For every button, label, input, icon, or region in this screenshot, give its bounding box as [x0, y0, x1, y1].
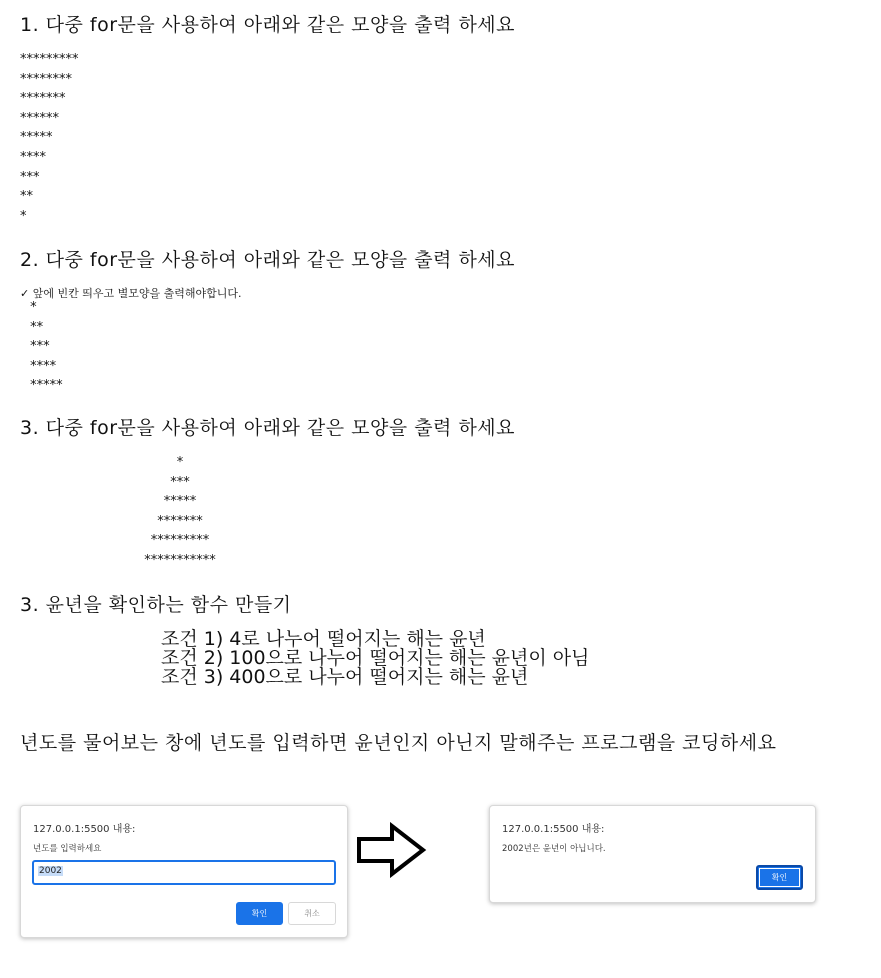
- year-input[interactable]: [32, 860, 336, 885]
- section3-line: *******: [157, 513, 203, 529]
- section3-line: ***********: [144, 552, 216, 568]
- prompt-dialog-message: 년도를 입력하세요: [33, 844, 102, 854]
- section2-line: ****: [26, 358, 57, 374]
- alert-dialog: [489, 805, 816, 903]
- section1-line: *****: [20, 130, 53, 146]
- section4-heading: 3. 윤년을 확인하는 함수 만들기: [20, 594, 292, 616]
- prompt-dialog: [20, 805, 348, 938]
- section2-line: *: [26, 300, 37, 315]
- section2-line: *****: [26, 378, 63, 393]
- prompt-dialog-title: 127.0.0.1:5500 내용:: [33, 824, 136, 835]
- section1-line: ***: [20, 169, 40, 185]
- year-input-value: 2002: [39, 866, 62, 876]
- section2-note: ✓ 앞에 빈칸 띄우고 별모양을 출력해야합니다.: [20, 287, 242, 300]
- section1-line: ********: [20, 71, 72, 87]
- section1-line: ****: [20, 150, 46, 165]
- section2-line: **: [26, 319, 44, 335]
- section3-line: *: [176, 455, 184, 470]
- instruction-text: 년도를 물어보는 창에 년도를 입력하면 윤년인지 아닌지 말해주는 프로그램을 코딩하세요: [20, 732, 777, 754]
- section3-line: *********: [150, 533, 210, 548]
- prompt-cancel-button[interactable]: 취소: [288, 902, 336, 925]
- section3-line: *****: [163, 494, 197, 509]
- section1-line: *********: [20, 52, 79, 67]
- section3-line: ***: [170, 474, 190, 490]
- prompt-ok-button[interactable]: 확인: [236, 902, 283, 925]
- right-arrow-outline-icon: [356, 822, 428, 878]
- alert-dialog-message: 2002년은 윤년이 아닙니다.: [502, 844, 606, 854]
- section2-heading: 2. 다중 for문을 사용하여 아래와 같은 모양을 출력 하세요: [20, 249, 516, 271]
- condition-line: 조건 1) 4로 나누어 떨어지는 해는 윤년: [161, 628, 486, 650]
- section2-line: ***: [26, 339, 50, 354]
- condition-line: 조건 3) 400으로 나누어 떨어지는 해는 윤년: [161, 666, 529, 688]
- section1-line: **: [20, 189, 33, 205]
- section3-heading: 3. 다중 for문을 사용하여 아래와 같은 모양을 출력 하세요: [20, 417, 516, 439]
- alert-dialog-title: 127.0.0.1:5500 내용:: [502, 824, 605, 835]
- condition-line: 조건 2) 100으로 나누어 떨어지는 해는 윤년이 아님: [161, 647, 590, 669]
- section1-line: *******: [20, 91, 66, 107]
- alert-ok-button[interactable]: 확인: [756, 865, 803, 890]
- section1-line: *: [20, 208, 27, 224]
- section1-line: ******: [20, 110, 59, 126]
- section1-heading: 1. 다중 for문을 사용하여 아래와 같은 모양을 출력 하세요: [20, 14, 516, 36]
